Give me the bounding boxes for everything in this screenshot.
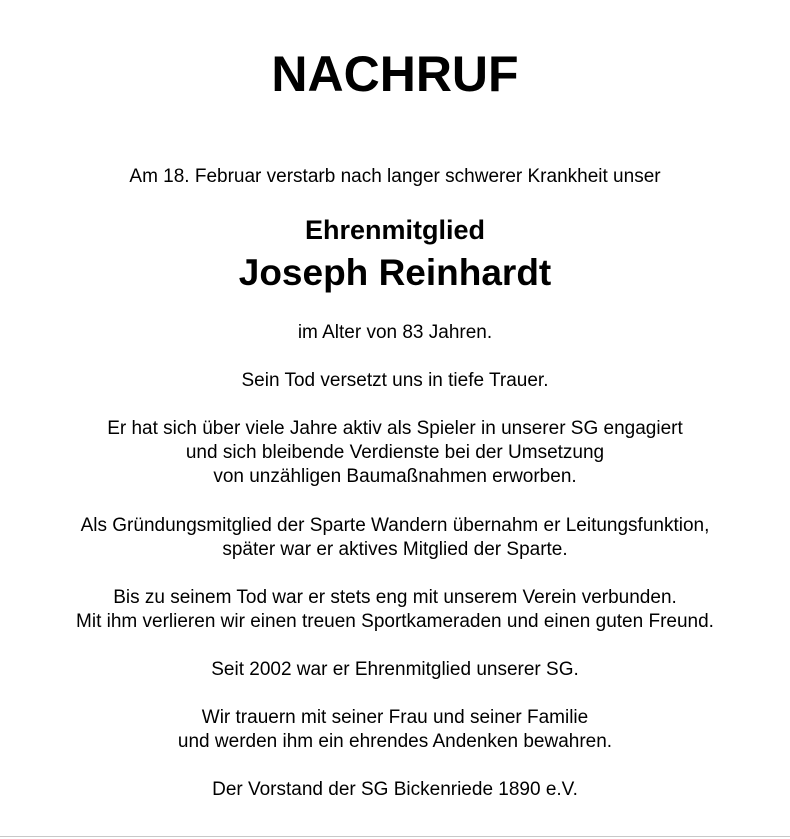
- paragraph-1-line: Er hat sich über viele Jahre aktiv als Spieler in unserer SG engagiert: [107, 418, 683, 439]
- condolence-line: und werden ihm ein ehrendes Andenken bewahren.: [177, 731, 613, 752]
- condolence-line: Wir trauern mit seiner Frau und seiner Familie: [201, 707, 589, 728]
- paragraph-3-line: Bis zu seinem Tod war er stets eng mit unserem Verein verbunden.: [113, 587, 677, 608]
- honorary-since-text: Seit 2002 war er Ehrenmitglied unserer SG.: [211, 659, 579, 680]
- age-text: im Alter von 83 Jahren.: [297, 322, 493, 343]
- paragraph-2-line: Als Gründungsmitglied der Sparte Wandern übernahm er Leitungsfunktion,: [80, 515, 710, 536]
- paragraph-3-line: Mit ihm verlieren wir einen treuen Sportkameraden und einen guten Freund.: [76, 611, 714, 632]
- paragraph-2-line: später war er aktives Mitglied der Sparte.: [222, 539, 568, 560]
- notice-title: NACHRUF: [271, 46, 519, 102]
- paragraph-1-line: und sich bleibende Verdienste bei der Umsetzung: [185, 442, 605, 463]
- bottom-divider: [0, 836, 790, 837]
- intro-text: Am 18. Februar verstarb nach langer schwerer Krankheit unser: [129, 166, 661, 187]
- honor-title: Ehrenmitglied: [304, 215, 486, 245]
- paragraph-1-line: von unzähligen Baumaßnahmen erworben.: [213, 466, 577, 487]
- deceased-name: Joseph Reinhardt: [238, 252, 552, 293]
- grief-text: Sein Tod versetzt uns in tiefe Trauer.: [241, 370, 549, 391]
- signature: Der Vorstand der SG Bickenriede 1890 e.V.: [212, 779, 578, 800]
